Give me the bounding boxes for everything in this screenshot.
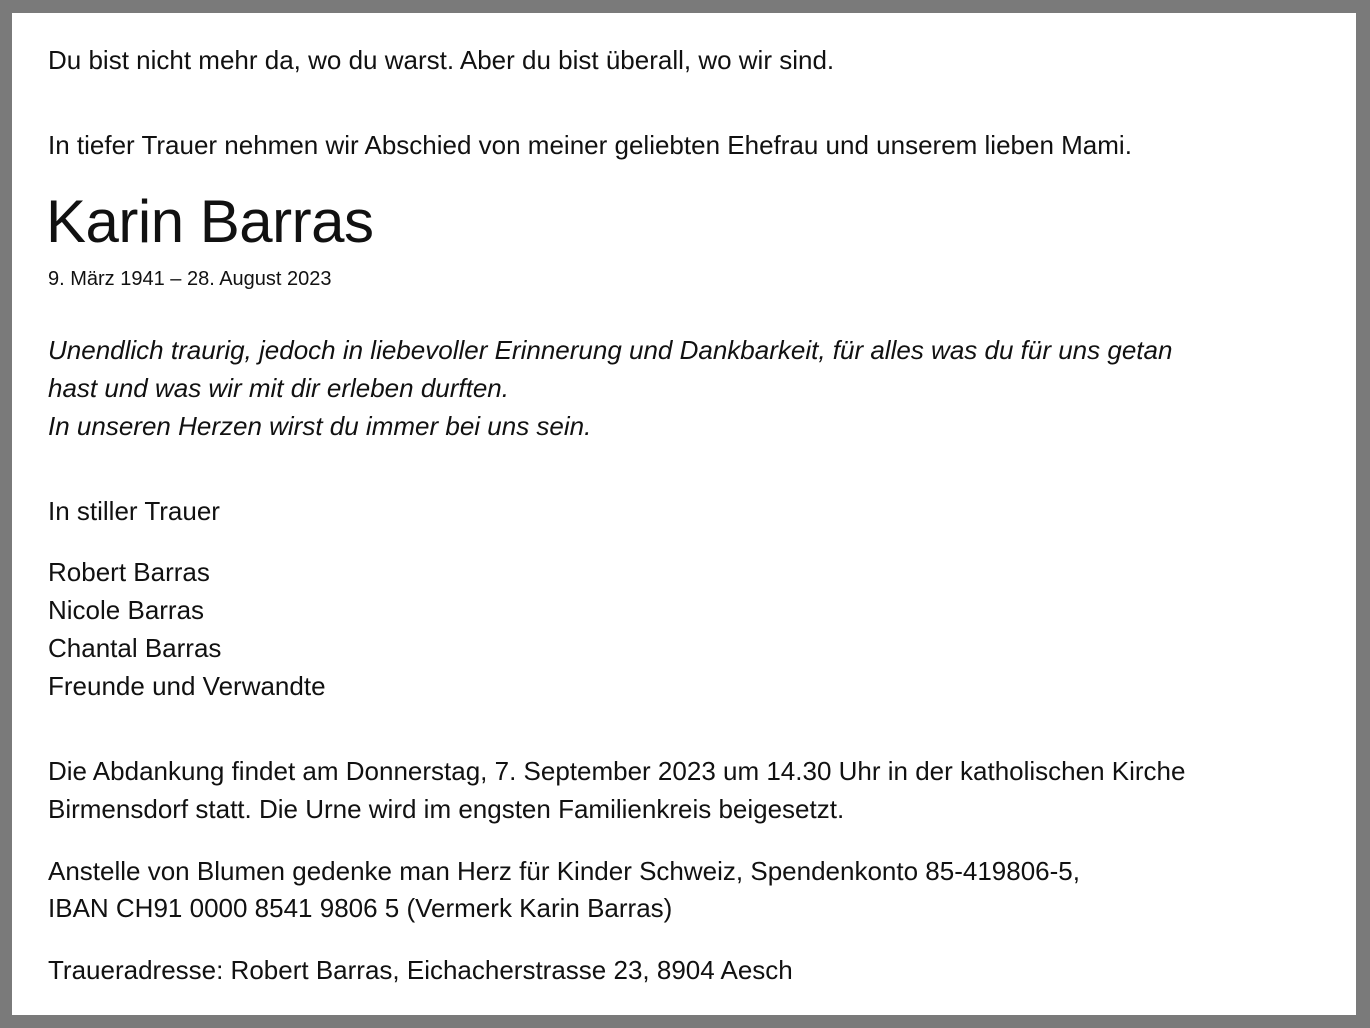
service-info: Die Abdankung findet am Donnerstag, 7. September 2023 um 14.30 Uhr in der katholischen Kirche bbox=[48, 756, 1186, 786]
tribute-line: In unseren Herzen wirst du immer bei uns sein. bbox=[48, 411, 592, 441]
tribute-line: hast und was wir mit dir erleben durften. bbox=[48, 373, 509, 403]
life-dates: 9. März 1941 – 28. August 2023 bbox=[48, 268, 332, 290]
mourner-name: Nicole Barras bbox=[48, 595, 205, 625]
donation-info: Anstelle von Blumen gedenke man Herz für Kinder Schweiz, Spendenkonto 85-419806-5, bbox=[48, 856, 1080, 886]
donation-info: IBAN CH91 0000 8541 9806 5 (Vermerk Karin Barras) bbox=[48, 893, 673, 923]
service-info: Birmensdorf statt. Die Urne wird im engsten Familienkreis beigesetzt. bbox=[48, 794, 845, 824]
mourning-address: Traueradresse: Robert Barras, Eichacherstrasse 23, 8904 Aesch bbox=[48, 955, 793, 985]
mourner-name: Chantal Barras bbox=[48, 633, 222, 663]
mourners-heading: In stiller Trauer bbox=[48, 496, 220, 526]
obituary-page bbox=[12, 13, 1356, 1015]
mourner-name: Freunde und Verwandte bbox=[48, 671, 326, 701]
opening-quote: Du bist nicht mehr da, wo du warst. Aber du bist überall, wo wir sind. bbox=[48, 45, 835, 75]
intro-text: In tiefer Trauer nehmen wir Abschied von meiner geliebten Ehefrau und unserem lieben Mami. bbox=[48, 130, 1132, 160]
deceased-name: Karin Barras bbox=[46, 188, 374, 255]
mourner-name: Robert Barras bbox=[48, 557, 210, 587]
tribute-line: Unendlich traurig, jedoch in liebevoller Erinnerung und Dankbarkeit, für alles was du für uns getan bbox=[48, 335, 1173, 365]
